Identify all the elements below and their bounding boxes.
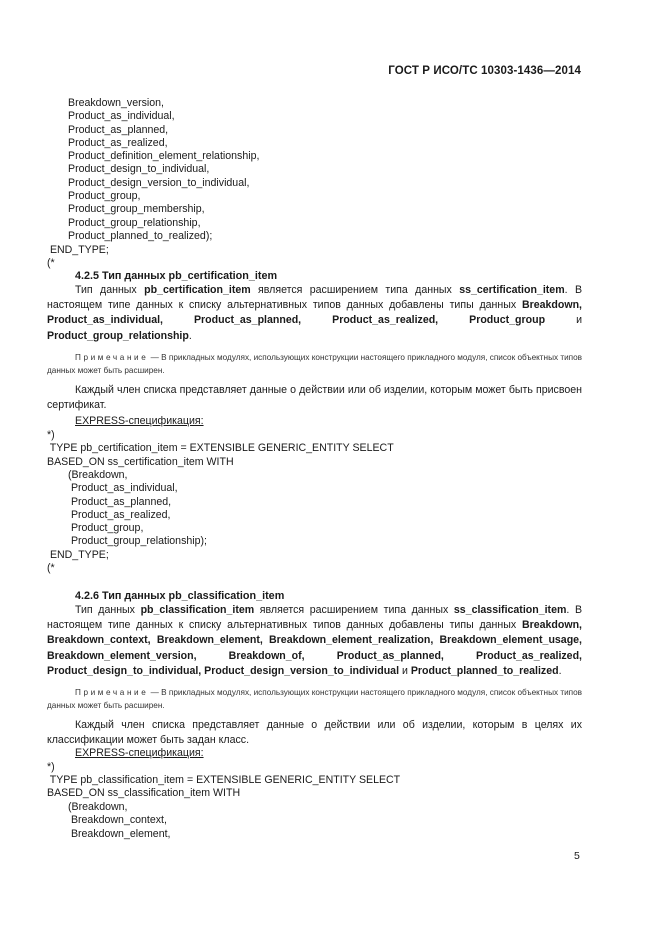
section-title-4-2-6: 4.2.6 Тип данных pb_classification_item bbox=[75, 590, 285, 602]
section-4-2-5-body bbox=[47, 283, 582, 413]
based-on-4-2-6: BASED_ON ss_classification_item WITH bbox=[47, 787, 241, 799]
para-text: . В настоящем типе данных к списку альтернативных типов данных добавлены типы данных bbox=[47, 604, 583, 632]
select-item-list-4-2-6 bbox=[68, 801, 170, 841]
code-line: Product_as_planned, bbox=[68, 123, 169, 136]
code-line: Product_planned_to_realized); bbox=[68, 229, 213, 242]
note-label: Примечание bbox=[75, 688, 149, 698]
code-line: Product_group_relationship); bbox=[68, 535, 207, 548]
note-text: — В прикладных модулях, использующих конструкции настоящего прикладного модуля, список объектных типов данных может быть расширен. bbox=[47, 688, 582, 711]
code-line: Product_group_relationship, bbox=[68, 216, 201, 229]
code-line: Breakdown_version, bbox=[68, 97, 164, 109]
code-line: Breakdown_context, bbox=[68, 814, 167, 827]
type-declaration-4-2-5: TYPE pb_certification_item = EXTENSIBLE GENERIC_ENTITY SELECT bbox=[47, 442, 394, 454]
para-text: Тип данных bbox=[75, 284, 145, 296]
section-4-2-6-description: Каждый член списка представляет данные о действии или об изделии, которым в целях их классификации может быть задан класс. bbox=[47, 719, 582, 747]
para-text: и bbox=[545, 314, 582, 327]
section-4-2-6-body bbox=[47, 603, 582, 748]
section-4-2-5-description: Каждый член списка представляет данные о действии или об изделии, которым может быть присвоен сертификат. bbox=[47, 383, 582, 412]
note-label: Примечание bbox=[75, 352, 149, 362]
code-line: Product_design_to_individual, bbox=[68, 163, 210, 176]
para-bold-type: pb_classification_item bbox=[140, 604, 255, 616]
para-bold-type: Product_group_relationship bbox=[47, 329, 189, 342]
comment-close-4-2-5: *) bbox=[47, 429, 55, 441]
comment-open-4-2-5: (* bbox=[47, 562, 55, 574]
code-line: Breakdown_element, bbox=[68, 827, 171, 840]
para-text: Тип данных bbox=[75, 604, 141, 616]
section-4-2-5-paragraph bbox=[47, 283, 582, 344]
code-line: Product_as_individual, bbox=[68, 482, 178, 495]
code-line: Product_as_individual, bbox=[68, 110, 175, 123]
prev-end-type: END_TYPE; bbox=[47, 244, 109, 256]
para-bold-type: Product_planned_to_realized bbox=[410, 664, 559, 677]
select-item-list-4-2-5 bbox=[68, 469, 207, 549]
code-line: Product_group_membership, bbox=[68, 203, 205, 216]
code-line: Product_as_planned, bbox=[68, 495, 172, 508]
para-bold-type: ss_classification_item bbox=[453, 604, 567, 616]
para-text: и bbox=[399, 664, 411, 677]
section-4-2-6-paragraph bbox=[47, 603, 582, 679]
section-4-2-6-note bbox=[47, 686, 582, 712]
prev-type-item-list bbox=[68, 97, 259, 243]
express-spec-label-4-2-5: EXPRESS-спецификация: bbox=[75, 415, 204, 427]
code-line: Product_definition_element_relationship, bbox=[68, 150, 260, 163]
end-type-4-2-5: END_TYPE; bbox=[47, 549, 109, 561]
para-text: является расширением типа данных bbox=[254, 604, 454, 616]
para-bold-type: ss_certification_item bbox=[459, 284, 565, 296]
code-line: Product_group, bbox=[68, 522, 144, 535]
para-text: . bbox=[188, 329, 192, 342]
para-bold-type: pb_certification_item bbox=[144, 284, 251, 296]
express-spec-label-4-2-6: EXPRESS-спецификация: bbox=[75, 747, 204, 759]
standard-header: ГОСТ Р ИСО/ТС 10303-1436—2014 bbox=[388, 65, 581, 77]
comment-close-4-2-6: *) bbox=[47, 761, 55, 773]
page-number: 5 bbox=[574, 850, 580, 862]
para-text: . В настоящем типе данных к списку альтернативных типов данных добавлены типы данных bbox=[47, 284, 583, 312]
para-text: является расширением типа данных bbox=[250, 284, 460, 296]
para-bold-types: Breakdown, Product_as_individual, Product_as_planned, Product_as_realized, Product_group bbox=[47, 299, 582, 327]
section-title-4-2-5: 4.2.5 Тип данных pb_certification_item bbox=[75, 270, 278, 282]
code-line: Product_as_realized, bbox=[68, 136, 168, 149]
based-on-4-2-5: BASED_ON ss_certification_item WITH bbox=[47, 456, 234, 468]
code-line: Product_as_realized, bbox=[68, 508, 171, 521]
section-4-2-5-note bbox=[47, 351, 582, 377]
code-line: Product_design_version_to_individual, bbox=[68, 176, 250, 189]
type-declaration-4-2-6: TYPE pb_classification_item = EXTENSIBLE GENERIC_ENTITY SELECT bbox=[47, 774, 401, 786]
prev-comment-open: (* bbox=[47, 257, 55, 269]
para-bold-types: Breakdown, Breakdown_context, Breakdown_element, Breakdown_element_realization, Breakdown_element_usage, Breakdown_element_version, Breakdown_of, Product_as_planned, Product_as_realized, Product_design_to_individual, Product_design_version_to_individual bbox=[47, 619, 582, 677]
code-line: Product_group, bbox=[68, 190, 141, 203]
para-text: . bbox=[558, 664, 562, 677]
code-line: (Breakdown, bbox=[68, 469, 128, 481]
note-text: — В прикладных модулях, использующих конструкции настоящего прикладного модуля, список объектных типов данных может быть расширен. bbox=[47, 352, 582, 375]
code-line: (Breakdown, bbox=[68, 801, 128, 813]
